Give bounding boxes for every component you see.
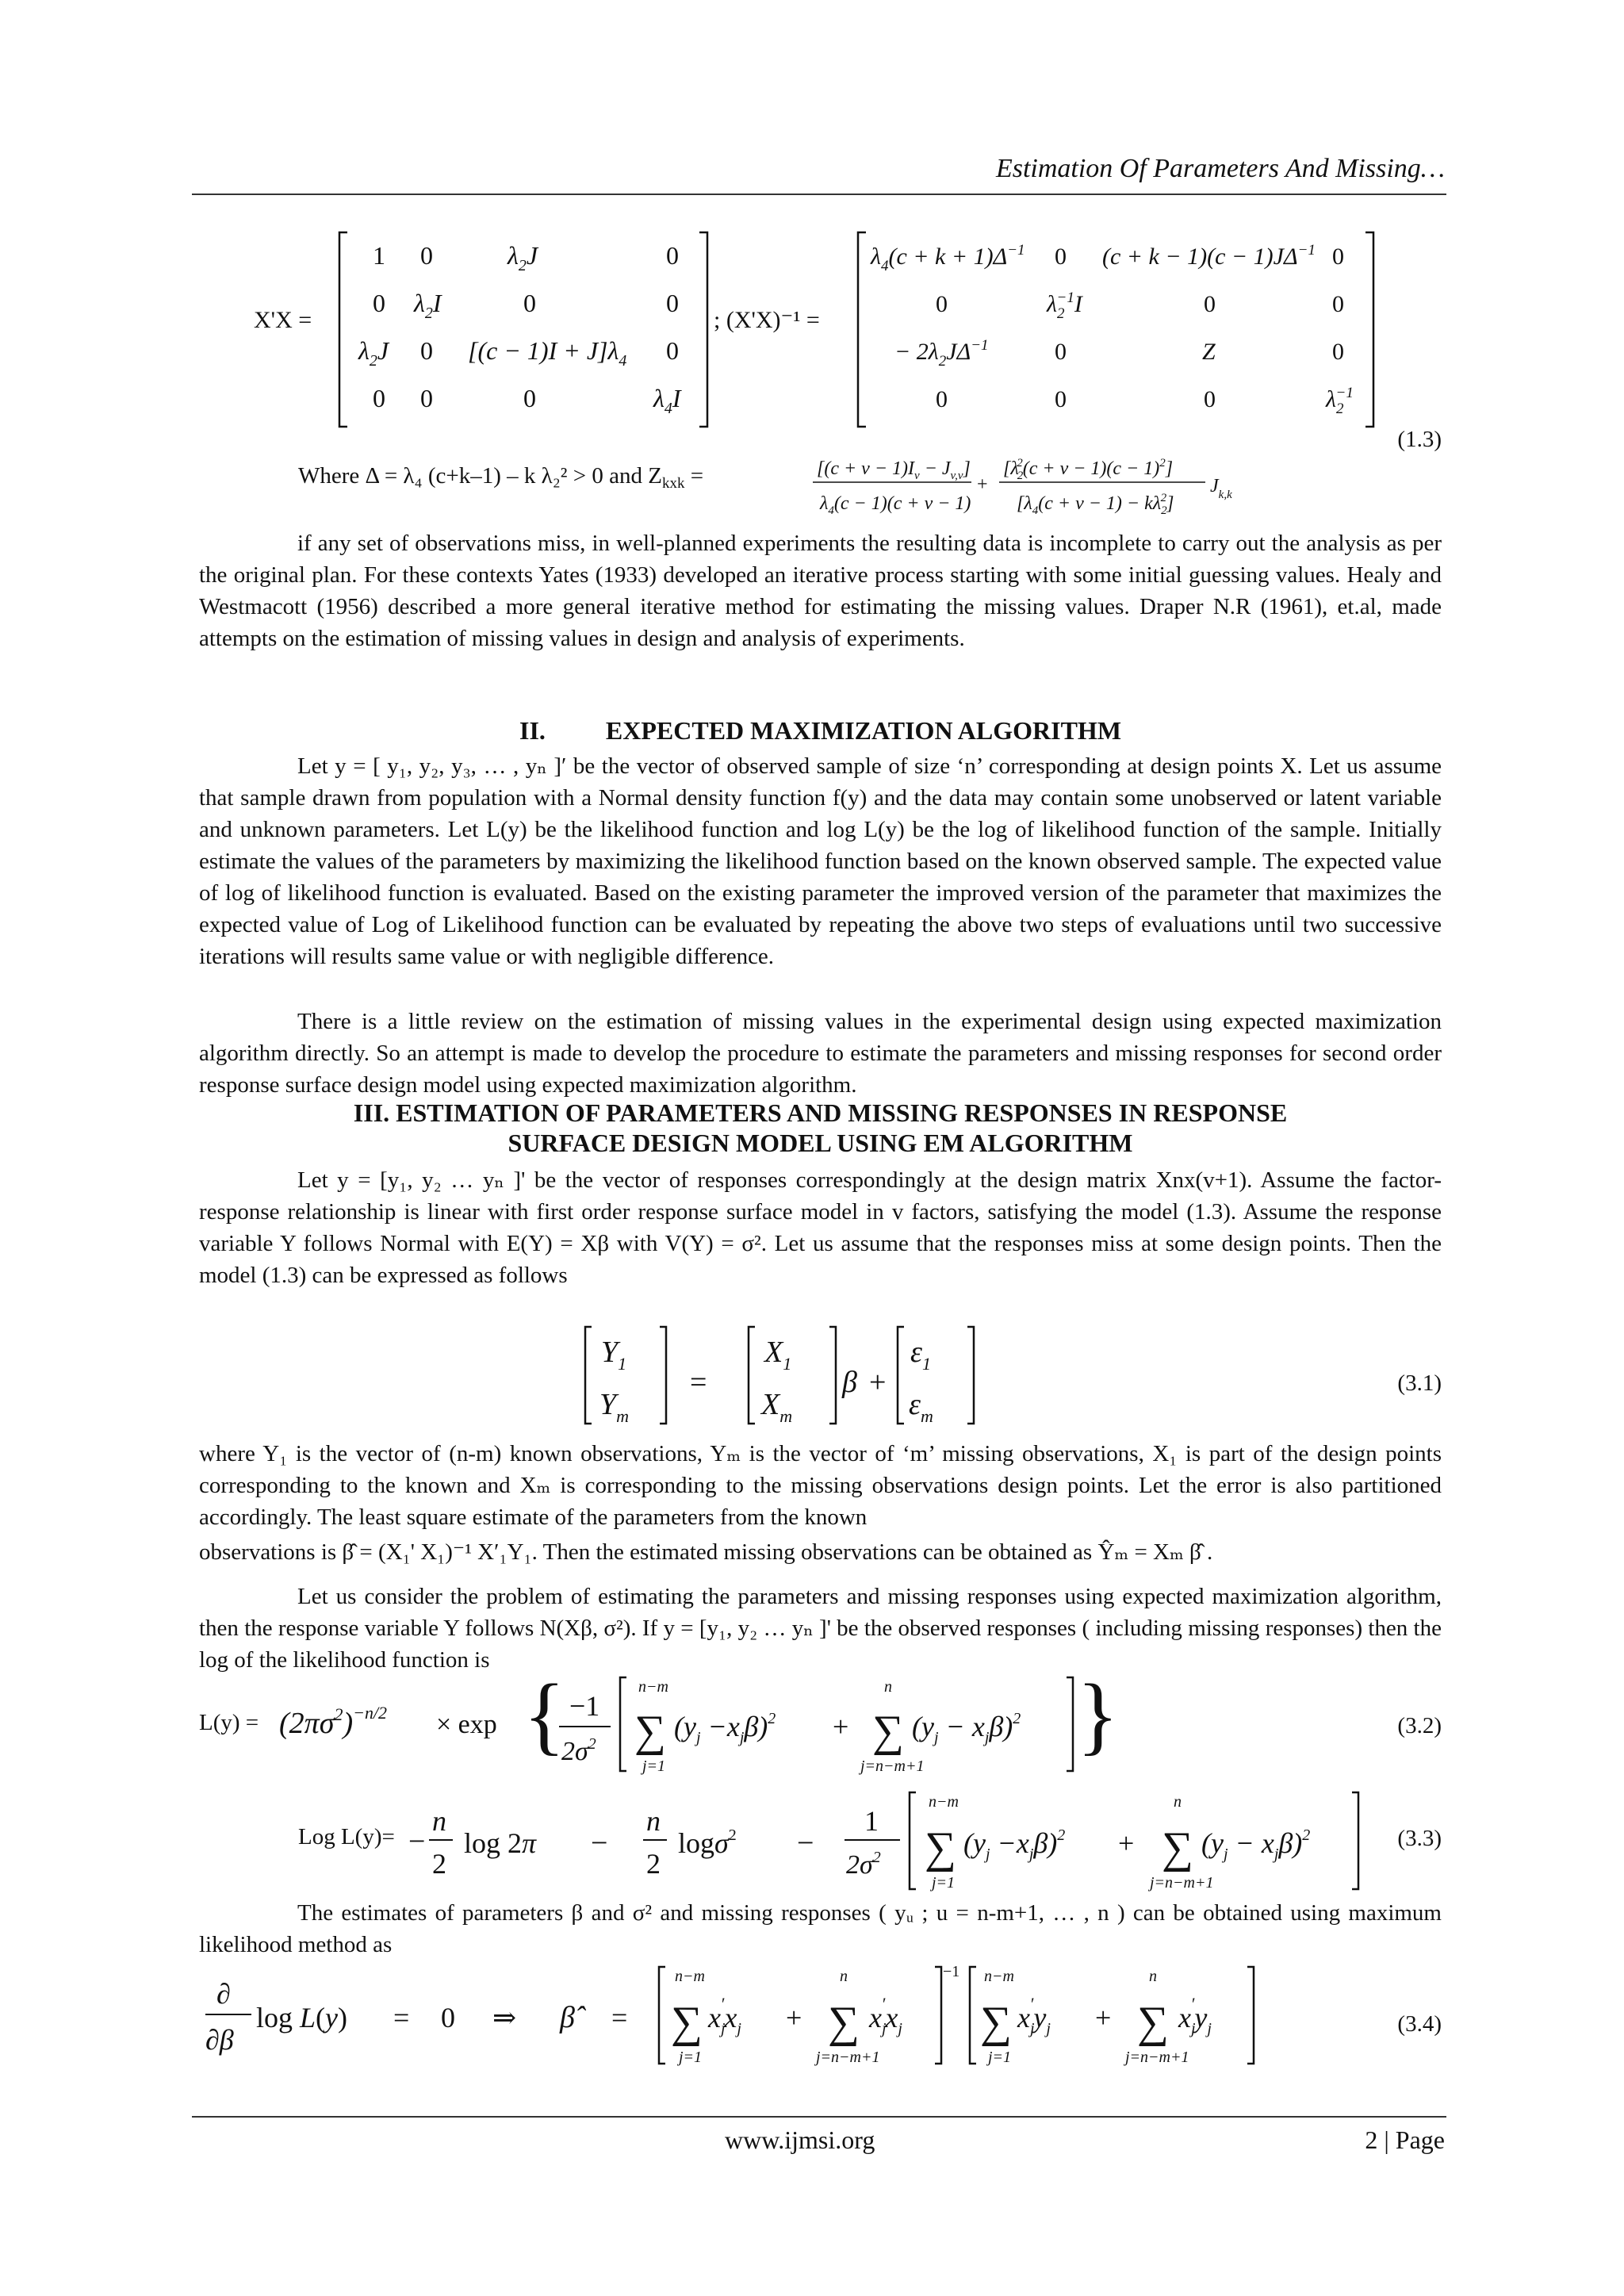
xtx-inverse-label: ; (X'X)⁻¹ = bbox=[714, 307, 820, 333]
svg-text:n−m: n−m bbox=[984, 1968, 1014, 1985]
svg-text:0: 0 bbox=[420, 384, 433, 412]
z-equals: = bbox=[684, 463, 704, 489]
svg-text:−: − bbox=[408, 1825, 426, 1858]
svg-text:n−m: n−m bbox=[929, 1793, 959, 1811]
paragraph-ml-estimates: The estimates of parameters β and σ² and missing responses ( yᵤ ; u = n-m+1, … , n ) can be obtained using maximum likelihood method as bbox=[199, 1900, 1442, 1957]
z-fraction bbox=[809, 450, 1300, 530]
paragraph-least-squares: observations is β̂ = (X₁' X₁)⁻¹ X′₁Y₁. Then the estimated missing observations can be obtained as Ŷₘ = Xₘ β̂ . bbox=[199, 1539, 1213, 1565]
header-rule bbox=[192, 194, 1446, 195]
paragraph-likelihood-intro: Let us consider the problem of estimating the parameters and missing responses using expected maximization algorithm, then the response variable Y follows N(Xβ, σ²). If y = [y₁, y₂ … yₙ ]' be the observed responses ( including missing responses) then the log of the likelihood function is bbox=[199, 1584, 1442, 1673]
footer-website: www.ijmsi.org bbox=[725, 2125, 875, 2154]
svg-text:+: + bbox=[833, 1711, 849, 1742]
svg-text:X1: $X_1$ bbox=[764, 1336, 792, 1374]
svg-text:∑: ∑ bbox=[1137, 1998, 1169, 2047]
svg-text:− 2λ2JΔ−1: − $2\lambda_2J\Delta^{-1}$ bbox=[894, 337, 989, 370]
svg-text:0: 0 bbox=[523, 289, 536, 317]
svg-text:0: 0 bbox=[666, 241, 679, 270]
svg-text:∑: ∑ bbox=[980, 1998, 1012, 2047]
svg-text:1: 1 bbox=[373, 241, 385, 270]
footer-rule bbox=[192, 2116, 1446, 2118]
section-2-number: II. bbox=[519, 716, 546, 745]
svg-text:(c + k − 1)(c − 1)JΔ−1: $(c + k - 1)(c - 1)J\Delta^{-1}$ bbox=[1102, 242, 1316, 270]
svg-text:−1: −1 bbox=[569, 1690, 600, 1722]
svg-text:2σ2: $2\sigma^2$ bbox=[561, 1735, 596, 1766]
svg-text:xj′yj: $x_j'y_j$ bbox=[1017, 1994, 1051, 2037]
svg-text:0: 0 bbox=[1055, 386, 1067, 412]
section-2-title: EXPECTED MAXIMIZATION ALGORITHM bbox=[605, 716, 1122, 745]
svg-text:0: 0 bbox=[420, 241, 433, 270]
svg-text:Jk,k: $J_{k,k}$ bbox=[1210, 476, 1232, 501]
svg-text:0: 0 bbox=[373, 384, 385, 412]
svg-text:+: + bbox=[1118, 1827, 1135, 1859]
svg-text:n: n bbox=[884, 1678, 892, 1696]
svg-text:0: 0 bbox=[1204, 291, 1216, 317]
svg-text:0: 0 bbox=[1332, 243, 1344, 270]
svg-text:+: + bbox=[869, 1366, 887, 1399]
svg-text:0: 0 bbox=[1332, 339, 1344, 365]
equation-3-3 bbox=[408, 1786, 1384, 1901]
svg-text:β: β bbox=[842, 1366, 857, 1399]
paragraph-missing-values: if any set of observations miss, in well-planned experiments the resulting data is incomplete to carry out the analysis as per the original plan. For these contexts Yates (1933) developed an iterative process starting with some initial guessing values. Healy and Westmacott (1956) described a more general iterative method for estimating the missing values. Draper N.R (1961), et.al, made attempts on the estimation of missing values in design and analysis of experiments. bbox=[199, 531, 1442, 651]
svg-text:(yj −xjβ)2: $(y_j -x_j\beta)^2$ bbox=[963, 1826, 1066, 1863]
svg-text:−: − bbox=[797, 1826, 814, 1860]
svg-text:j=n−m+1: j=n−m+1 bbox=[1150, 1874, 1214, 1892]
svg-text:∑: ∑ bbox=[671, 1998, 703, 2047]
paragraph-em-description: Let y = [ y₁, y₂, y₃, … , yₙ ]′ be the vector of observed sample of size ‘n’ corresponding at design points X. Let us assume that sample drawn from population with a Normal density function f(y) and the data may contain some unobserved or latent variable and unknown parameters. Let L(y) be the likelihood function and log L(y) be the log of likelihood function of the sample. Initially estimate the values of the parameters by maximizing the likelihood function based on the known observed sample. The expected value of log of likelihood function is evaluated. Based on the existing parameter the improved version of the parameter that maximizes the expected value of Log of Likelihood function can be evaluated by repeating the above two steps of evaluations until two successive iterations will results same value or with negligible difference. bbox=[199, 753, 1442, 969]
svg-text:=: = bbox=[393, 2002, 410, 2033]
svg-text:n: n bbox=[646, 1805, 661, 1837]
svg-text:j=1: j=1 bbox=[642, 1757, 666, 1775]
svg-text:(yj − xjβ)2: $(y_j - x_j\beta)^2$ bbox=[912, 1710, 1021, 1746]
svg-text:2: 2 bbox=[646, 1848, 661, 1880]
svg-text:2: 2 bbox=[432, 1848, 446, 1880]
svg-text:+: + bbox=[977, 474, 988, 495]
svg-text:0: 0 bbox=[1055, 243, 1067, 270]
svg-text:xj′yj: $x_j'y_j$ bbox=[1178, 1994, 1212, 2037]
svg-text:0: 0 bbox=[936, 386, 948, 412]
paragraph-em-review: There is a little review on the estimation of missing values in the experimental design using expected maximization algorithm directly. So an attempt is made to develop the procedure to estimate the parameters and missing responses for second order response surface design model using expected maximization algorithm. bbox=[199, 1009, 1442, 1098]
svg-text:λ4I: $\lambda_4I$ bbox=[653, 384, 681, 417]
svg-text:j=1: j=1 bbox=[932, 1874, 956, 1892]
svg-text:log 2π: log 2π bbox=[464, 1827, 537, 1859]
running-title: Estimation Of Parameters And Missing… bbox=[995, 154, 1445, 183]
svg-text:λ2−1I: $\lambda_2-1I$ bbox=[1047, 289, 1082, 322]
svg-text:1: 1 bbox=[864, 1805, 879, 1837]
svg-text:j=1: j=1 bbox=[988, 2049, 1012, 2066]
svg-text:n−m: n−m bbox=[638, 1678, 668, 1696]
svg-text:j=1: j=1 bbox=[679, 2049, 703, 2066]
section-3-heading-line1: III. ESTIMATION OF PARAMETERS AND MISSING RESPONSES IN RESPONSE bbox=[353, 1098, 1288, 1127]
svg-text:∑: ∑ bbox=[634, 1707, 666, 1756]
svg-text:j=n−m+1: j=n−m+1 bbox=[816, 2049, 880, 2066]
eq-3-2-number: (3.2) bbox=[1397, 1713, 1442, 1738]
svg-text:n: n bbox=[1149, 1968, 1157, 1985]
z-subscript: kxk bbox=[661, 475, 685, 492]
svg-text:(2πσ2)−n/2: $(2\pi\sigma^2)^{-n/2}$ bbox=[279, 1703, 388, 1740]
paragraph-model-setup: Let y = [y₁, y₂ … yₙ ]' be the vector of responses correspondingly at the design matrix Xnx(v+1). Assume the factor-response relationship is linear with first order response surface model in v factors, satisfying the model (1.3). Assume the response variable Y follows Normal with E(Y) = Xβ with V(Y) = σ². Let us assume that the responses miss at some design points. Then the model (1.3) can be expressed as follows bbox=[199, 1167, 1442, 1288]
svg-text:j=n−m+1: j=n−m+1 bbox=[860, 1757, 925, 1775]
svg-text:0: 0 bbox=[523, 384, 536, 412]
svg-text:Y1: $Y_1$ bbox=[601, 1336, 627, 1374]
eq-3-3-number: (3.3) bbox=[1397, 1826, 1442, 1851]
svg-text:0: 0 bbox=[666, 336, 679, 365]
svg-text:β̂: β̂ bbox=[560, 2001, 575, 2034]
svg-text:j=n−m+1: j=n−m+1 bbox=[1125, 2049, 1189, 2066]
svg-text:∑: ∑ bbox=[828, 1998, 860, 2047]
section-2-heading bbox=[199, 716, 1442, 746]
paragraph-partition: where Y₁ is the vector of (n-m) known observations, Yₘ is the vector of ‘m’ missing observations, X₁ is part of the design points corresponding to the known and Xₘ is corresponding to the missing observations design points. Let the error is also partitioned accordingly. The least square estimate of the parameters from the known bbox=[199, 1441, 1442, 1530]
svg-text:0: 0 bbox=[1204, 386, 1216, 412]
svg-text:λ2J: $\lambda_2J$ bbox=[508, 241, 538, 274]
eq-3-2-label: L(y) = bbox=[199, 1710, 259, 1735]
svg-text:+: + bbox=[1095, 2002, 1112, 2033]
svg-text:0: 0 bbox=[1055, 339, 1067, 365]
svg-text:n: n bbox=[840, 1968, 848, 1985]
eq-3-3-label: Log L(y)= bbox=[298, 1824, 395, 1849]
equation-3-4 bbox=[199, 1961, 1325, 2079]
svg-text:λ2−1: $\lambda_2-1$ bbox=[1326, 385, 1354, 417]
svg-text:{: { bbox=[523, 1666, 565, 1763]
svg-text:−1: −1 bbox=[943, 1963, 960, 1980]
svg-text:∂: ∂ bbox=[216, 1978, 231, 2010]
svg-text:=: = bbox=[611, 2002, 628, 2033]
svg-text:0: 0 bbox=[441, 2002, 455, 2033]
svg-text:εm: $\varepsilon_m$ bbox=[909, 1388, 933, 1426]
svg-text:xj′xj: $x_j'x_j$ bbox=[708, 1994, 741, 2037]
eq-3-4-number: (3.4) bbox=[1397, 2011, 1442, 2037]
svg-text:λ4(c + k + 1)Δ−1: $\lambda_4(c + k + 1)\Delta^{-1}$ bbox=[871, 242, 1025, 274]
svg-text:∂β: ∂β bbox=[205, 2024, 234, 2056]
svg-text:n−m: n−m bbox=[675, 1968, 705, 1985]
svg-text:=: = bbox=[690, 1366, 707, 1399]
svg-text:Xm: $X_m$ bbox=[761, 1388, 793, 1426]
svg-text:logσ2: logσ$^2$ bbox=[678, 1826, 737, 1859]
svg-text:0: 0 bbox=[666, 289, 679, 317]
svg-text:ε1: $\varepsilon_1$ bbox=[910, 1336, 931, 1374]
svg-text:2σ2: $2\sigma^2$ bbox=[846, 1849, 881, 1880]
svg-text:× exp: × exp bbox=[436, 1710, 497, 1739]
xtx-label: X'X = bbox=[254, 307, 312, 333]
svg-text:λ4(c − 1)(c + v − 1): $\lambda_4(c - 1)(c + v - 1)$ bbox=[820, 493, 971, 517]
svg-text:Ym: $Y_m$ bbox=[599, 1388, 630, 1426]
svg-text:λ2I: $\lambda_2I$ bbox=[414, 289, 442, 322]
svg-text:(yj −xjβ)2: $(y_j -x_j\beta)^2$ bbox=[674, 1710, 776, 1746]
svg-text:n: n bbox=[432, 1805, 446, 1837]
svg-text:Z: Z bbox=[1202, 339, 1216, 365]
svg-text:0: 0 bbox=[373, 289, 385, 317]
svg-text:[λ4(c + v − 1) − kλ22]: $[\lambda_4(c + v - 1) - k\lambda_22]$ bbox=[1017, 492, 1174, 517]
svg-text:n: n bbox=[1174, 1793, 1182, 1811]
svg-text:0: 0 bbox=[936, 291, 948, 317]
svg-text:0: 0 bbox=[1332, 291, 1344, 317]
svg-text:⇒: ⇒ bbox=[492, 2002, 517, 2033]
svg-text:[λ22(c + v − 1)(c − 1)2]: $[\lambda 22(c + v - 1)(c - 1)^2]$ bbox=[1003, 457, 1174, 482]
svg-text:+: + bbox=[786, 2002, 802, 2033]
equation-3-2 bbox=[278, 1666, 1119, 1788]
svg-text:∑: ∑ bbox=[925, 1823, 956, 1872]
svg-text:}: } bbox=[1077, 1666, 1119, 1763]
svg-text:xj′xj: $x_j'x_j$ bbox=[869, 1994, 902, 2037]
eq-3-1-number: (3.1) bbox=[1397, 1370, 1442, 1396]
svg-text:∑: ∑ bbox=[872, 1707, 904, 1756]
svg-text:[(c − 1)I + J]λ4: $[(c - 1)I + J]\lambda_4$ bbox=[468, 336, 627, 370]
svg-text:[(c + v − 1)Iv − Jv,v]: $[(c + v - 1)I_v - J_{v,v}]$ bbox=[817, 458, 971, 482]
svg-text:(yj − xjβ)2: $(y_j - x_j\beta)^2$ bbox=[1201, 1826, 1311, 1863]
svg-text:λ2J: $\lambda_2J$ bbox=[358, 336, 389, 370]
svg-text:∑: ∑ bbox=[1162, 1823, 1193, 1872]
where-text: Where Δ = λ₄ (c+k–1) – k λ₂² > 0 and Z bbox=[298, 463, 662, 489]
eq-1-3-number: (1.3) bbox=[1397, 427, 1442, 452]
footer-page-number: 2 | Page bbox=[1365, 2125, 1445, 2154]
svg-text:−: − bbox=[591, 1826, 608, 1860]
svg-text:0: 0 bbox=[420, 336, 433, 365]
equation-1-3-matrices bbox=[190, 218, 1427, 456]
where-line bbox=[298, 463, 703, 493]
svg-text:log L(y): log L(y) bbox=[256, 2002, 348, 2033]
section-3-heading-line2: SURFACE DESIGN MODEL USING EM ALGORITHM bbox=[508, 1129, 1133, 1157]
equation-3-1 bbox=[571, 1320, 983, 1432]
